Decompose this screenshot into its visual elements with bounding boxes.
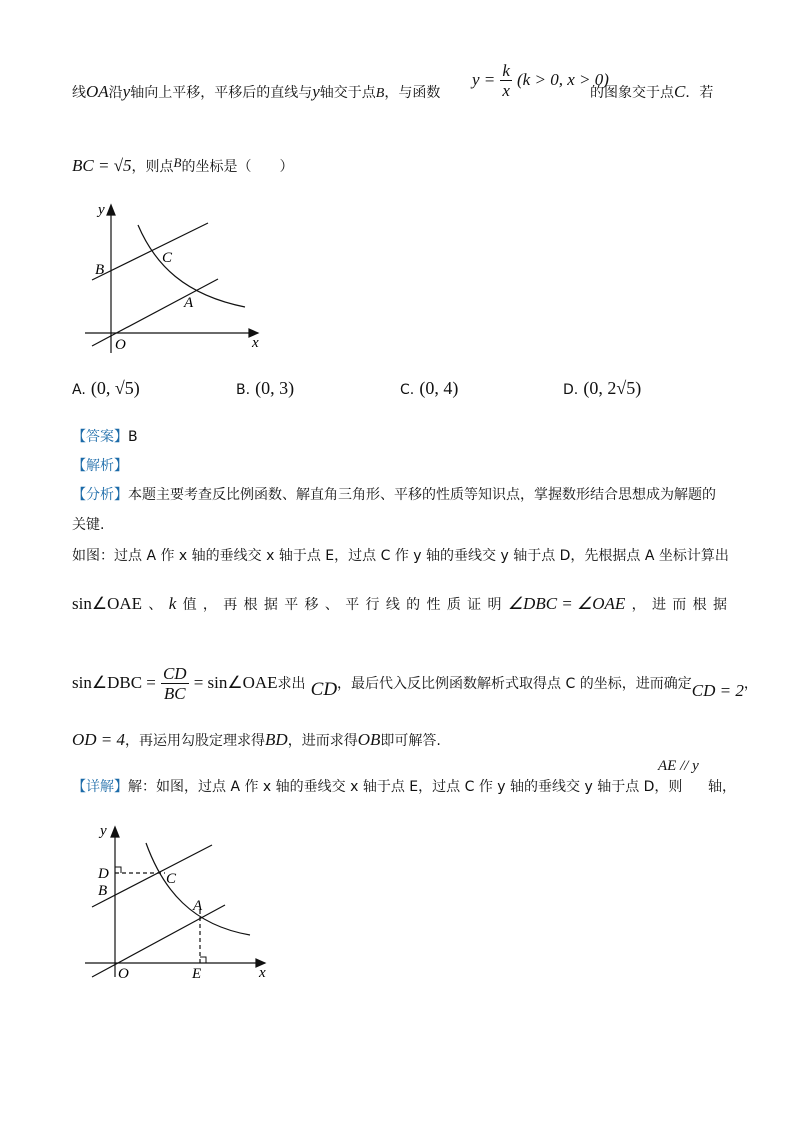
text: 值 bbox=[182, 597, 197, 613]
option-b[interactable] bbox=[236, 378, 294, 399]
problem-line-1-tail bbox=[590, 82, 713, 102]
text: 性 bbox=[426, 597, 441, 613]
analysis-line-6 bbox=[72, 730, 441, 750]
text: 的图象交于点 bbox=[590, 85, 674, 101]
text: 、 bbox=[148, 597, 163, 613]
math-CD: CD bbox=[310, 679, 338, 700]
label-x: x bbox=[259, 965, 266, 981]
option-d-label: D. bbox=[563, 382, 579, 398]
text: 进 bbox=[651, 597, 666, 613]
function-expression bbox=[472, 62, 609, 99]
detail-line bbox=[72, 776, 682, 796]
label-A: A bbox=[184, 295, 194, 311]
text: 行 bbox=[365, 597, 380, 613]
math-CD-eq-2: CD = 2 bbox=[691, 681, 744, 700]
text: 据 bbox=[263, 597, 278, 613]
text: 轴交于点 bbox=[319, 85, 376, 101]
option-c-label: C. bbox=[400, 382, 415, 398]
fraction-CD-BC bbox=[161, 665, 189, 702]
label-O: O bbox=[115, 337, 126, 353]
problem-line-1 bbox=[72, 82, 440, 102]
text: 沿 bbox=[108, 85, 123, 101]
text: ， bbox=[631, 597, 646, 613]
math-BC: BC = √5 bbox=[72, 156, 132, 175]
text: ，与函数 bbox=[384, 85, 441, 101]
option-d[interactable] bbox=[563, 378, 641, 399]
text: 的 bbox=[406, 597, 421, 613]
math-AE-parallel-y: AE // y bbox=[658, 758, 699, 774]
option-a-label: A. bbox=[72, 382, 86, 398]
text: 移 bbox=[304, 597, 319, 613]
detail-tail: 轴， bbox=[708, 779, 736, 795]
text: ， bbox=[743, 676, 758, 692]
option-a-value: (0, √5) bbox=[90, 378, 140, 398]
text: ， bbox=[202, 597, 217, 613]
math-angle-eq: ∠DBC = ∠OAE bbox=[507, 594, 626, 613]
math-sin-OAE: sin∠OAE bbox=[72, 594, 143, 613]
answer-value: B bbox=[128, 429, 138, 445]
answer-tag: 【答案】 bbox=[72, 429, 128, 445]
analysis-line-4 bbox=[72, 594, 727, 614]
math-y: y bbox=[312, 82, 320, 101]
text: 而 bbox=[672, 597, 687, 613]
text: ．若 bbox=[685, 85, 714, 101]
math-sin-DBC: sin∠DBC = bbox=[72, 673, 156, 692]
analysis-line-1 bbox=[72, 484, 716, 504]
line-OA bbox=[92, 905, 225, 977]
math-OD-eq-4: OD = 4 bbox=[72, 730, 126, 749]
text: 即可解答. bbox=[380, 733, 441, 749]
func-cond: (k > 0, x > 0) bbox=[517, 70, 609, 89]
right-angle-D bbox=[115, 867, 121, 873]
func-den: x bbox=[502, 81, 510, 100]
text: ，再运用勾股定理求得 bbox=[125, 733, 266, 749]
frac-den: BC bbox=[163, 684, 186, 703]
text: 平 bbox=[284, 597, 299, 613]
math-k: k bbox=[168, 594, 177, 613]
text: 根 bbox=[243, 597, 258, 613]
right-angle-E bbox=[200, 957, 206, 963]
option-c[interactable] bbox=[400, 378, 458, 399]
label-y: y bbox=[98, 202, 105, 218]
label-B: B bbox=[98, 883, 108, 899]
fenxi-tag: 【分析】 bbox=[72, 487, 128, 503]
math-B: B bbox=[173, 155, 182, 170]
y-arrow-icon bbox=[111, 827, 119, 837]
answer-line bbox=[72, 426, 138, 446]
detail-tag: 【详解】 bbox=[72, 779, 128, 795]
y-arrow-icon bbox=[107, 205, 115, 215]
figure-2 bbox=[80, 815, 280, 983]
text: 线 bbox=[72, 85, 86, 101]
option-a[interactable] bbox=[72, 378, 140, 399]
text: 轴向上平移，平移后的直线与 bbox=[130, 85, 313, 101]
analysis-line-5 bbox=[72, 665, 758, 702]
text: 平 bbox=[345, 597, 360, 613]
analysis-line-3: 如图：过点 A 作 x 轴的垂线交 x 轴于点 E，过点 C 作 y 轴的垂线交 y 轴于点 D，先根据点 A 坐标计算出 bbox=[72, 548, 729, 564]
math-sin-OAE: = sin∠OAE bbox=[193, 673, 278, 692]
label-y: y bbox=[100, 823, 107, 839]
option-b-label: B. bbox=[236, 382, 251, 398]
text: 的坐标是（ ） bbox=[181, 159, 294, 175]
text: ，最后代入反比例函数解析式取得点 C 的坐标，进而确定 bbox=[337, 676, 692, 692]
label-O: O bbox=[118, 966, 129, 982]
text: ，则点 bbox=[131, 159, 174, 175]
option-b-value: (0, 3) bbox=[255, 378, 295, 398]
option-c-value: (0, 4) bbox=[419, 378, 459, 398]
text: 、 bbox=[324, 597, 339, 613]
line-BC bbox=[92, 223, 208, 280]
label-E: E bbox=[192, 966, 202, 982]
func-lhs: y = bbox=[472, 70, 496, 89]
frac-num: CD bbox=[162, 664, 187, 683]
label-D: D bbox=[98, 866, 109, 882]
label-A: A bbox=[193, 898, 203, 914]
math-C: C bbox=[674, 82, 686, 101]
figure-1 bbox=[80, 195, 280, 360]
func-num: k bbox=[502, 61, 510, 80]
analysis-line-2: 关键. bbox=[72, 517, 105, 533]
label-B: B bbox=[95, 262, 105, 278]
text: 据 bbox=[712, 597, 727, 613]
func-fraction bbox=[500, 62, 512, 99]
hyperbola-curve bbox=[146, 843, 250, 935]
label-C: C bbox=[166, 871, 177, 887]
analysis-tag: 【解析】 bbox=[72, 458, 128, 474]
text: 明 bbox=[487, 597, 502, 613]
text: 证 bbox=[467, 597, 482, 613]
math-B: B bbox=[375, 86, 385, 101]
math-OA: OA bbox=[86, 82, 109, 101]
text: 线 bbox=[385, 597, 400, 613]
math-y: y bbox=[122, 82, 131, 101]
text: ，进而求得 bbox=[287, 733, 358, 749]
label-x: x bbox=[252, 335, 259, 351]
text: 解：如图，过点 A 作 x 轴的垂线交 x 轴于点 E，过点 C 作 y 轴的垂线交 y 轴于点 D，则 bbox=[128, 779, 683, 795]
problem-line-2 bbox=[72, 155, 293, 176]
option-d-value: (0, 2√5) bbox=[583, 378, 642, 398]
text: 再 bbox=[223, 597, 238, 613]
label-C: C bbox=[162, 250, 173, 266]
math-OB: OB bbox=[357, 730, 381, 749]
math-BD: BD bbox=[265, 730, 288, 749]
text: 本题主要考查反比例函数、解直角三角形、平移的性质等知识点，掌握数形结合思想成为解题的 bbox=[128, 487, 716, 503]
text: 求出 bbox=[277, 676, 306, 692]
text: 根 bbox=[692, 597, 707, 613]
text: 质 bbox=[446, 597, 461, 613]
